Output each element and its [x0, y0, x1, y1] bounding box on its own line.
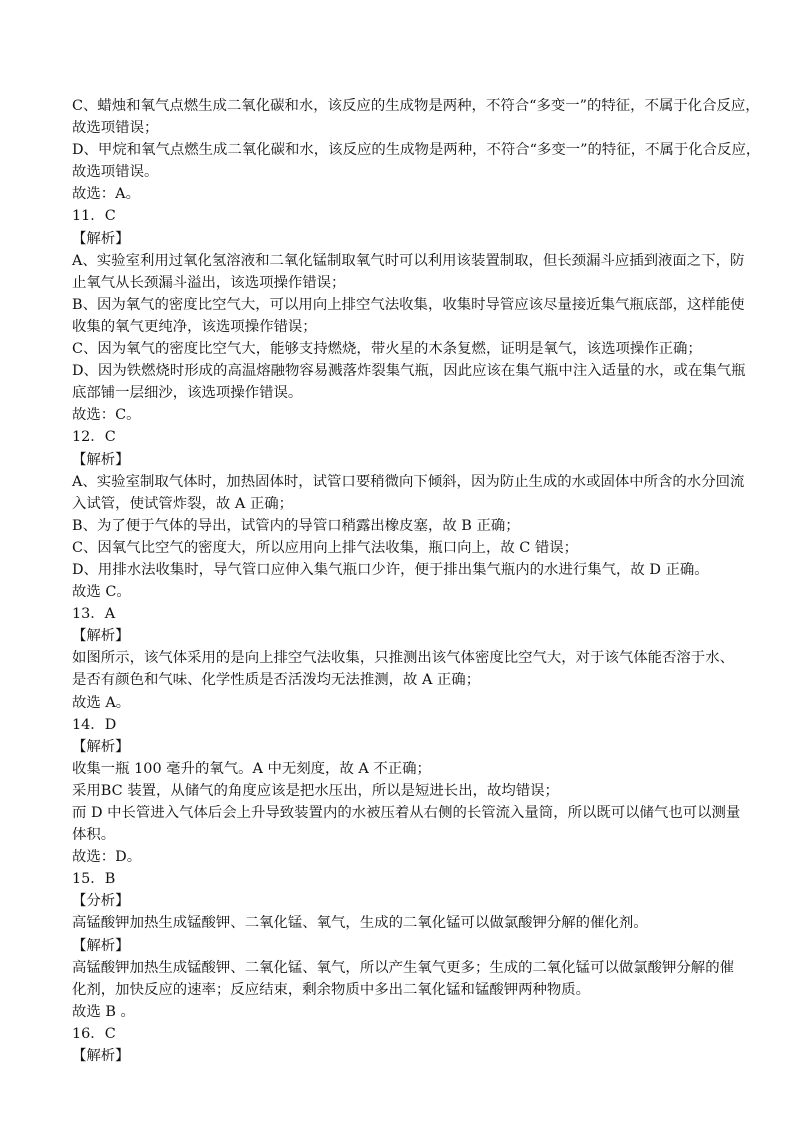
answer-line: 故选 A。 — [72, 694, 131, 711]
answer-line: 故选 C。 — [72, 584, 131, 601]
question-number: 16．C — [72, 1025, 116, 1042]
question-number: 13．A — [72, 606, 116, 623]
section-heading: 【解析】 — [72, 937, 130, 954]
text-line: 而 D 中长管进入气体后会上升导致装置内的水被压着从右侧的长管流入量筒，所以既可以储气也可以测量 — [72, 805, 741, 821]
answer-line: 故选：C。 — [72, 407, 141, 424]
text-line: C、蜡烛和氧气点燃生成二氧化碳和水，该反应的生成物是两种，不符合“多变一”的特征，不属于化合反应， — [72, 98, 760, 114]
text-line: 故选项错误； — [72, 120, 159, 137]
text-line: B、为了便于气体的导出，试管内的导管口稍露出橡皮塞，故 B 正确； — [72, 517, 520, 534]
text-line: D、甲烷和氧气点燃生成二氧化碳和水，该反应的生成物是两种，不符合“多变一”的特征，不属于化合反应， — [72, 142, 761, 159]
section-heading: 【解析】 — [72, 451, 130, 468]
question-number: 11．C — [72, 208, 116, 225]
text-line: 收集的氧气更纯净，该选项操作错误； — [72, 318, 317, 335]
text-line: 收集一瓶 100 毫升的氧气。A 中无刻度，故 A 不正确； — [72, 760, 431, 777]
text-line: 体积。 — [72, 827, 116, 844]
text-line: D、因为铁燃烧时形成的高温熔融物容易溅落炸裂集气瓶，因此应该在集气瓶中注入适量的水，或在集气瓶 — [72, 363, 746, 380]
text-line: A、实验室利用过氧化氢溶液和二氧化锰制取氧气时可以利用该装置制取，但长颈漏斗应插到液面之下，防 — [72, 252, 745, 269]
text-line: B、因为氧气的密度比空气大，可以用向上排空气法收集，收集时导管应该尽量接近集气瓶底部，这样能使 — [72, 296, 745, 313]
question-number: 14．D — [72, 716, 117, 733]
question-number: 15．B — [72, 871, 116, 888]
text-line: 化剂，加快反应的速率；反应结束，剩余物质中多出二氧化锰和锰酸钾两种物质。 — [72, 981, 591, 998]
text-line: 高锰酸钾加热生成锰酸钾、二氧化锰、氧气，生成的二氧化锰可以做氯酸钾分解的催化剂。 — [72, 915, 648, 932]
section-heading: 【解析】 — [72, 628, 130, 645]
text-line: 是否有颜色和气味、化学性质是否活泼均无法推测，故 A 正确； — [72, 672, 481, 689]
section-heading: 【解析】 — [72, 230, 130, 247]
text-line: 如图所示，该气体采用的是向上排空气法收集，只推测出该气体密度比空气大，对于该气体能否溶于水、 — [72, 650, 734, 667]
text-line: 高锰酸钾加热生成锰酸钾、二氧化锰、氧气，所以产生氧气更多；生成的二氧化锰可以做氯酸钾分解的催 — [72, 959, 734, 976]
answer-line: 故选：A。 — [72, 186, 140, 203]
question-number: 12．C — [72, 429, 116, 446]
text-line: 底部铺一层细沙，该选项操作错误。 — [72, 385, 303, 402]
text-line: 入试管，使试管炸裂，故 A 正确； — [72, 495, 294, 512]
text-line: C、因为氧气的密度比空气大，能够支持燃烧，带火星的木条复燃，证明是氧气，该选项操作正确； — [72, 341, 702, 358]
section-heading: 【解析】 — [72, 738, 130, 755]
text-line: D、用排水法收集时，导气管口应伸入集气瓶口少许，便于排出集气瓶内的水进行集气，故 D 正确。 — [72, 561, 709, 578]
answer-line: 故选 B 。 — [72, 1003, 135, 1020]
text-line: 止氧气从长颈漏斗溢出，该选项操作错误； — [72, 274, 346, 291]
document-page — [72, 95, 761, 1067]
section-heading: 【解析】 — [72, 1048, 130, 1065]
text-line: A、实验室制取气体时，加热固体时，试管口要稍微向下倾斜，因为防止生成的水或固体中所含的水分回流 — [72, 473, 745, 490]
section-heading: 【分析】 — [72, 893, 130, 910]
text-line: C、因氧气比空气的密度大，所以应用向上排气法收集，瓶口向上，故 C 错误； — [72, 539, 579, 556]
answer-line: 故选：D。 — [72, 849, 142, 866]
text-line: 故选项错误。 — [72, 164, 159, 181]
text-line: 采用BC 装置，从储气的角度应该是把水压出，所以是短进长出，故均错误； — [72, 782, 559, 799]
